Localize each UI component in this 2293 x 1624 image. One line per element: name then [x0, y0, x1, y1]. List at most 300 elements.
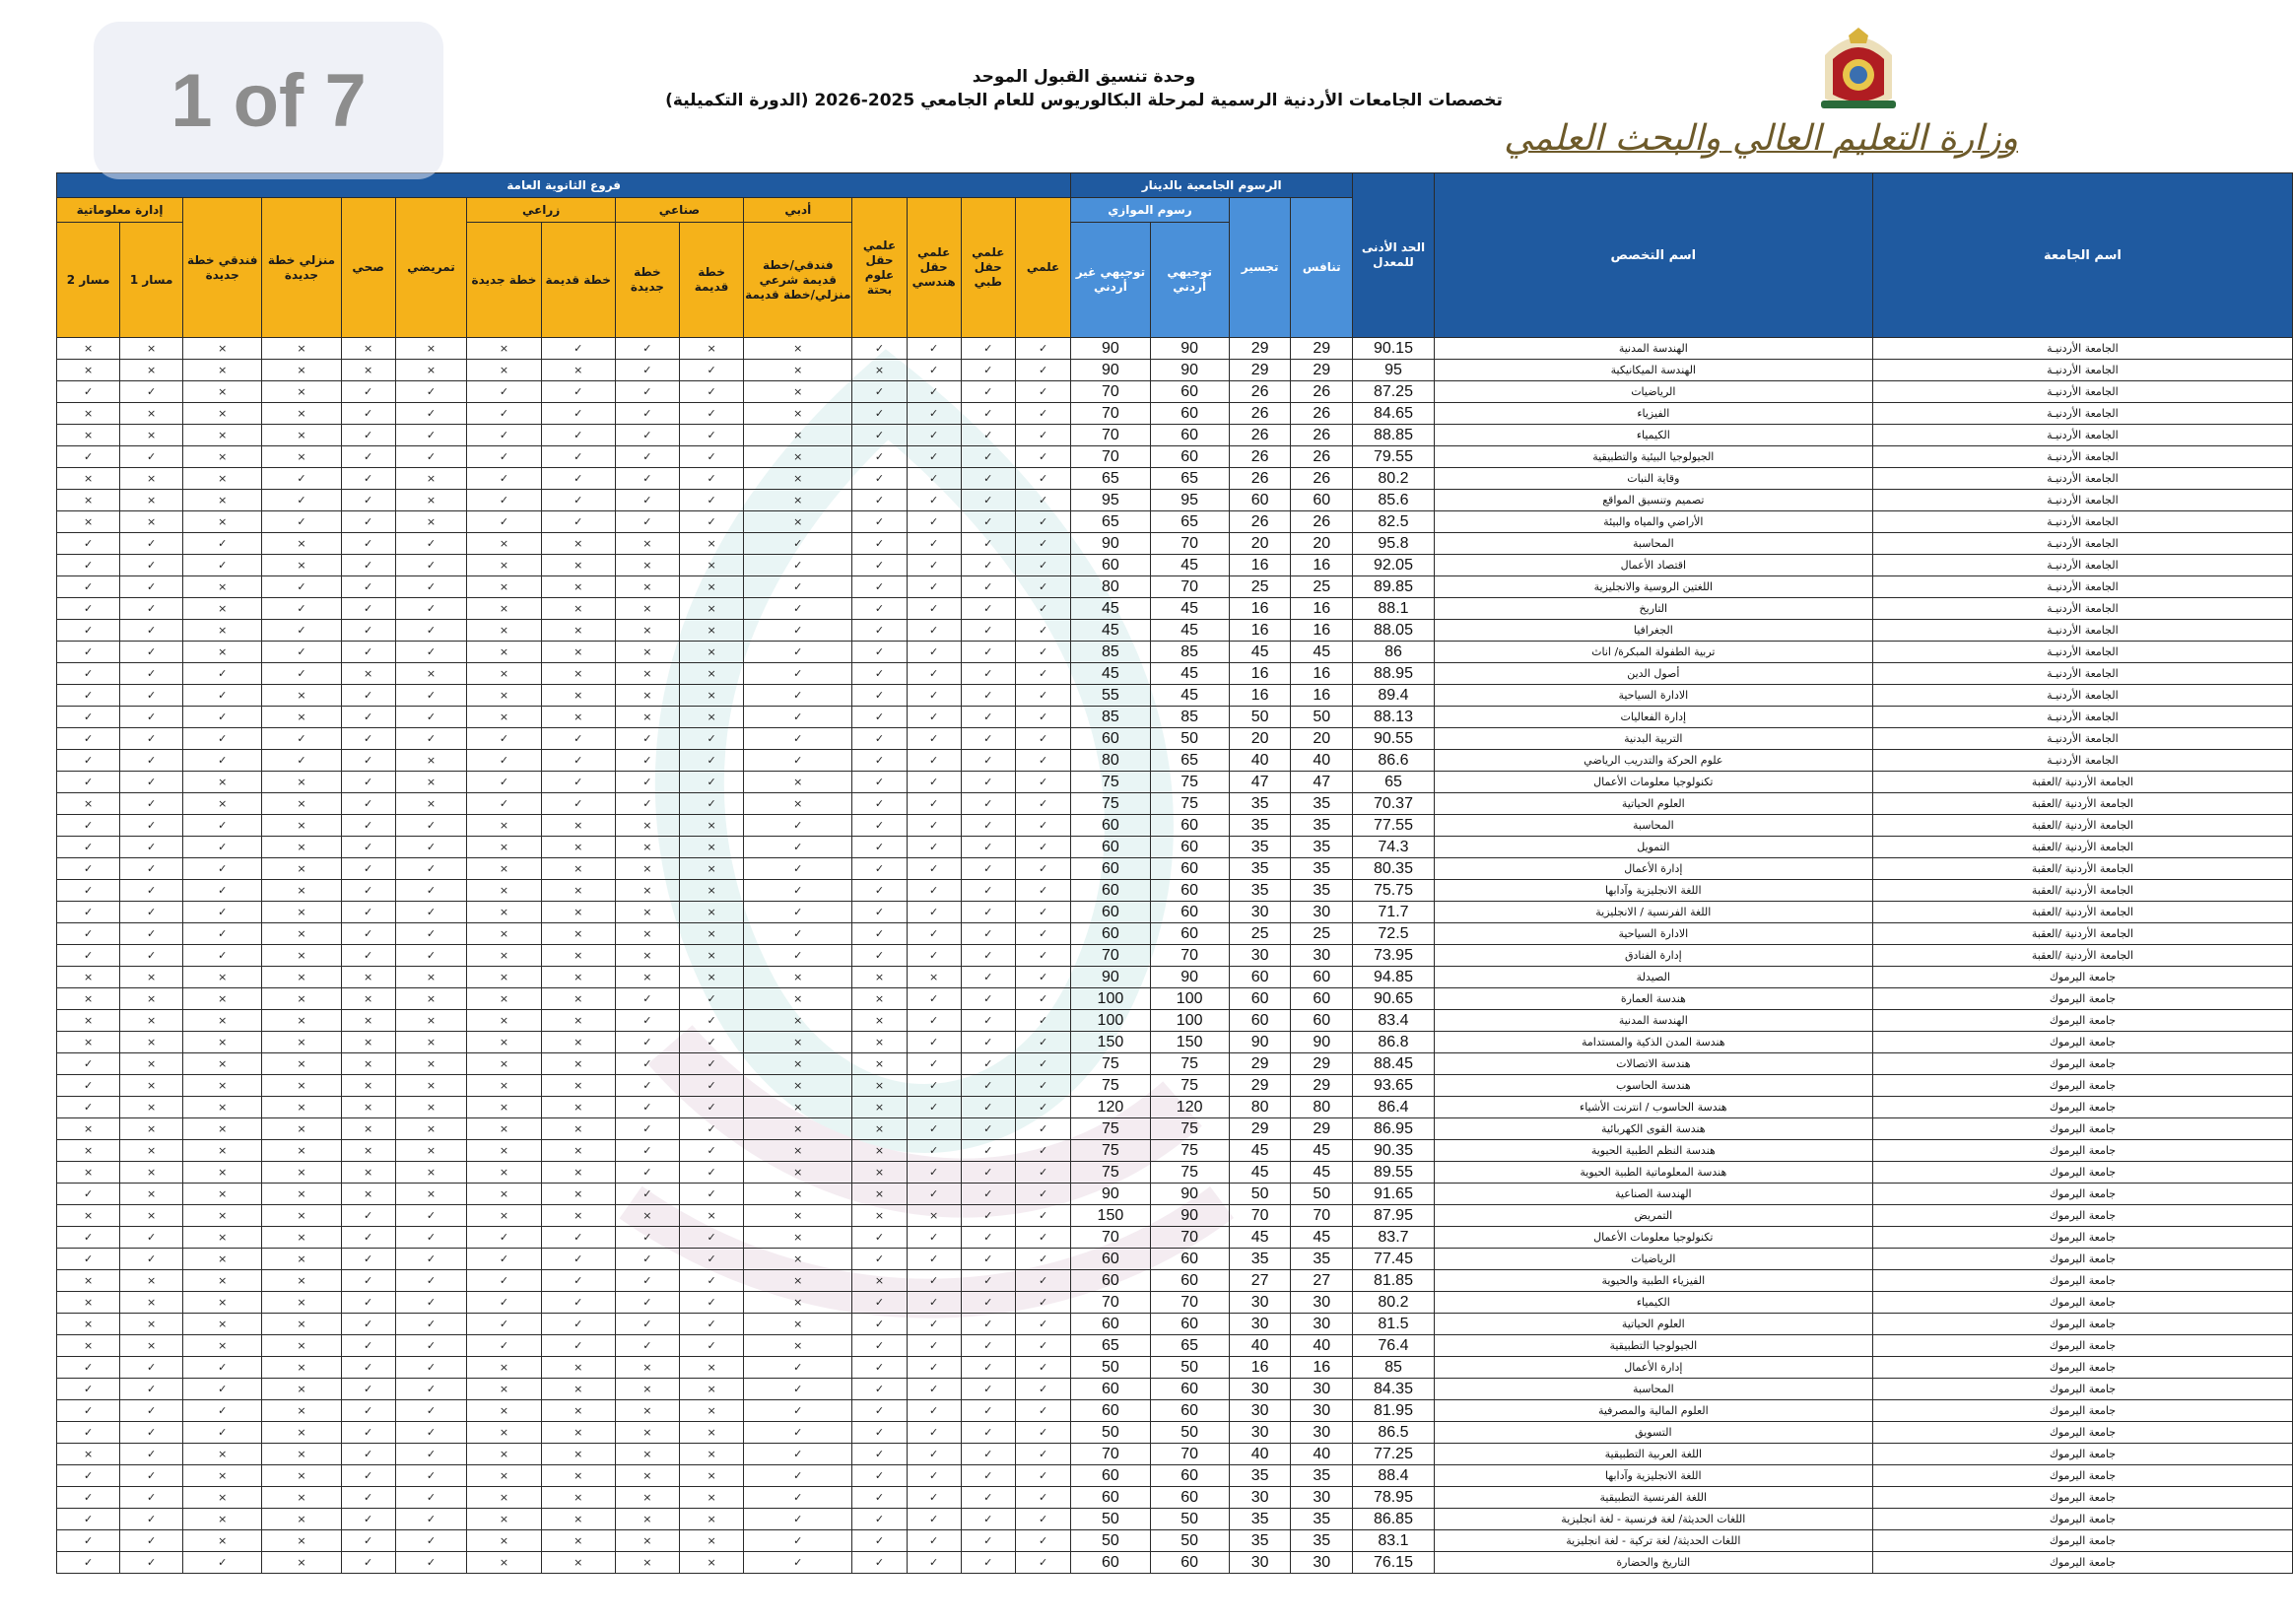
- eligibility-mark-cell: ×: [467, 1205, 541, 1227]
- eligibility-mark-cell: ×: [541, 598, 615, 620]
- eligibility-mark-cell: ×: [679, 880, 743, 902]
- eligibility-mark-cell: ×: [541, 945, 615, 967]
- eligibility-mark-cell: ✓: [744, 642, 852, 663]
- specialization-cell: المحاسبة: [1434, 1379, 1872, 1400]
- specialization-cell: هندسة المدن الذكية والمستدامة: [1434, 1032, 1872, 1053]
- eligibility-mark-cell: ✓: [907, 923, 961, 945]
- eligibility-mark-cell: ✓: [744, 576, 852, 598]
- min-average-cell: 88.1: [1353, 598, 1435, 620]
- eligibility-mark-cell: ✓: [467, 772, 541, 793]
- eligibility-mark-cell: ×: [57, 1162, 120, 1184]
- specialization-cell: اللغة الفرنسية / الانجليزية: [1434, 902, 1872, 923]
- eligibility-mark-cell: ×: [615, 1205, 679, 1227]
- table-row: [57, 1379, 2293, 1400]
- eligibility-mark-cell: ✓: [120, 1249, 183, 1270]
- eligibility-mark-cell: ✓: [679, 1162, 743, 1184]
- eligibility-mark-cell: ×: [262, 555, 341, 576]
- eligibility-mark-cell: ×: [183, 1530, 262, 1552]
- eligibility-mark-cell: ×: [120, 1118, 183, 1140]
- eligibility-mark-cell: ×: [395, 663, 467, 685]
- table-row: [57, 1184, 2293, 1205]
- university-cell: جامعة اليرموك: [1872, 1292, 2292, 1314]
- eligibility-mark-cell: ✓: [961, 446, 1015, 468]
- specialization-cell: اللغة الفرنسية التطبيقية: [1434, 1487, 1872, 1509]
- eligibility-mark-cell: ×: [679, 1552, 743, 1574]
- min-average-cell: 83.7: [1353, 1227, 1435, 1249]
- bridging-fee-cell: 26: [1229, 403, 1291, 425]
- eligibility-mark-cell: ✓: [615, 1249, 679, 1270]
- table-row: [57, 576, 2293, 598]
- bridging-fee-cell: 70: [1229, 1205, 1291, 1227]
- eligibility-mark-cell: ×: [541, 533, 615, 555]
- eligibility-mark-cell: ✓: [1015, 1184, 1070, 1205]
- eligibility-mark-cell: ✓: [852, 381, 907, 403]
- bridging-fee-cell: 80: [1229, 1097, 1291, 1118]
- competitive-fee-cell: 30: [1291, 1292, 1353, 1314]
- eligibility-mark-cell: ✓: [120, 1422, 183, 1444]
- eligibility-mark-cell: ✓: [961, 620, 1015, 642]
- eligibility-mark-cell: ✓: [57, 728, 120, 750]
- eligibility-mark-cell: ×: [262, 1010, 341, 1032]
- university-cell: جامعة اليرموك: [1872, 1552, 2292, 1574]
- eligibility-mark-cell: ×: [467, 1379, 541, 1400]
- parallel-non-jordanian-fee-cell: 70: [1071, 446, 1150, 468]
- eligibility-mark-cell: ✓: [57, 1530, 120, 1552]
- eligibility-mark-cell: ✓: [1015, 1509, 1070, 1530]
- eligibility-mark-cell: ✓: [467, 468, 541, 490]
- col-header-track-2: مسار 2: [57, 223, 120, 338]
- eligibility-mark-cell: ×: [341, 967, 395, 988]
- eligibility-mark-cell: ×: [541, 1379, 615, 1400]
- competitive-fee-cell: 25: [1291, 923, 1353, 945]
- specialization-cell: الجيولوجيا التطبيقية: [1434, 1335, 1872, 1357]
- eligibility-mark-cell: ✓: [57, 902, 120, 923]
- parallel-non-jordanian-fee-cell: 60: [1071, 1465, 1150, 1487]
- min-average-cell: 85.6: [1353, 490, 1435, 511]
- eligibility-mark-cell: ×: [262, 1162, 341, 1184]
- eligibility-mark-cell: ✓: [1015, 1292, 1070, 1314]
- eligibility-mark-cell: ×: [341, 338, 395, 360]
- table-row: [57, 945, 2293, 967]
- eligibility-mark-cell: ✓: [120, 1530, 183, 1552]
- university-cell: جامعة اليرموك: [1872, 1335, 2292, 1357]
- eligibility-mark-cell: ✓: [744, 815, 852, 837]
- eligibility-mark-cell: ×: [262, 1400, 341, 1422]
- parallel-non-jordanian-fee-cell: 75: [1071, 1140, 1150, 1162]
- eligibility-mark-cell: ✓: [541, 381, 615, 403]
- eligibility-mark-cell: ✓: [341, 1357, 395, 1379]
- min-average-cell: 86.6: [1353, 750, 1435, 772]
- university-cell: الجامعة الأردنيـة: [1872, 750, 2292, 772]
- eligibility-mark-cell: ×: [467, 1010, 541, 1032]
- eligibility-mark-cell: ✓: [852, 1530, 907, 1552]
- eligibility-mark-cell: ×: [744, 1270, 852, 1292]
- university-cell: جامعة اليرموك: [1872, 1010, 2292, 1032]
- eligibility-mark-cell: ×: [262, 1314, 341, 1335]
- ministry-logo-text: وزارة التعليم العالي والبحث العلمي: [1504, 118, 2018, 159]
- eligibility-mark-cell: ×: [541, 923, 615, 945]
- parallel-non-jordanian-fee-cell: 60: [1071, 728, 1150, 750]
- eligibility-mark-cell: ✓: [395, 858, 467, 880]
- table-row: [57, 1097, 2293, 1118]
- eligibility-mark-cell: ×: [57, 403, 120, 425]
- eligibility-mark-cell: ×: [541, 1422, 615, 1444]
- parallel-non-jordanian-fee-cell: 60: [1071, 1270, 1150, 1292]
- parallel-non-jordanian-fee-cell: 60: [1071, 1314, 1150, 1335]
- eligibility-mark-cell: ✓: [961, 490, 1015, 511]
- eligibility-mark-cell: ✓: [395, 815, 467, 837]
- eligibility-mark-cell: ×: [679, 1422, 743, 1444]
- eligibility-mark-cell: ✓: [1015, 1335, 1070, 1357]
- eligibility-mark-cell: ✓: [57, 1487, 120, 1509]
- bridging-fee-cell: 50: [1229, 1184, 1291, 1205]
- eligibility-mark-cell: ✓: [615, 1053, 679, 1075]
- eligibility-mark-cell: ✓: [907, 1010, 961, 1032]
- eligibility-mark-cell: ✓: [57, 381, 120, 403]
- eligibility-mark-cell: ×: [341, 1162, 395, 1184]
- eligibility-mark-cell: ✓: [615, 1118, 679, 1140]
- eligibility-mark-cell: ✓: [341, 1227, 395, 1249]
- min-average-cell: 95: [1353, 360, 1435, 381]
- competitive-fee-cell: 25: [1291, 576, 1353, 598]
- eligibility-mark-cell: ×: [852, 1075, 907, 1097]
- eligibility-mark-cell: ×: [679, 685, 743, 707]
- eligibility-mark-cell: ✓: [1015, 1227, 1070, 1249]
- eligibility-mark-cell: ✓: [341, 1270, 395, 1292]
- col-header-literary-sub: فندقي/خطة قديمة شرعي منزلي/خطة قديمة: [744, 223, 852, 338]
- university-cell: الجامعة الأردنيـة: [1872, 663, 2292, 685]
- parallel-jordanian-fee-cell: 100: [1150, 988, 1229, 1010]
- eligibility-mark-cell: ✓: [57, 1379, 120, 1400]
- eligibility-mark-cell: ✓: [1015, 642, 1070, 663]
- min-average-cell: 84.65: [1353, 403, 1435, 425]
- eligibility-mark-cell: ✓: [744, 555, 852, 576]
- university-cell: جامعة اليرموك: [1872, 1053, 2292, 1075]
- university-cell: الجامعة الأردنية /العقبة: [1872, 793, 2292, 815]
- eligibility-mark-cell: ✓: [120, 555, 183, 576]
- bridging-fee-cell: 35: [1229, 880, 1291, 902]
- eligibility-mark-cell: ✓: [120, 381, 183, 403]
- eligibility-mark-cell: ✓: [120, 750, 183, 772]
- table-row: [57, 1335, 2293, 1357]
- eligibility-mark-cell: ×: [183, 1227, 262, 1249]
- eligibility-mark-cell: ×: [262, 945, 341, 967]
- eligibility-mark-cell: ×: [57, 967, 120, 988]
- parallel-jordanian-fee-cell: 60: [1150, 425, 1229, 446]
- competitive-fee-cell: 16: [1291, 685, 1353, 707]
- min-average-cell: 88.95: [1353, 663, 1435, 685]
- table-row: [57, 1314, 2293, 1335]
- eligibility-mark-cell: ×: [183, 967, 262, 988]
- eligibility-mark-cell: ✓: [961, 945, 1015, 967]
- eligibility-mark-cell: ×: [262, 880, 341, 902]
- specialization-cell: أصول الدين: [1434, 663, 1872, 685]
- eligibility-mark-cell: ✓: [120, 923, 183, 945]
- parallel-non-jordanian-fee-cell: 150: [1071, 1205, 1150, 1227]
- eligibility-mark-cell: ✓: [57, 1053, 120, 1075]
- university-cell: جامعة اليرموك: [1872, 1314, 2292, 1335]
- eligibility-mark-cell: ✓: [57, 642, 120, 663]
- table-row: [57, 338, 2293, 360]
- eligibility-mark-cell: ×: [744, 1205, 852, 1227]
- eligibility-mark-cell: ✓: [57, 1400, 120, 1422]
- parallel-non-jordanian-fee-cell: 150: [1071, 1032, 1150, 1053]
- eligibility-mark-cell: ×: [467, 1530, 541, 1552]
- eligibility-mark-cell: ×: [341, 1140, 395, 1162]
- eligibility-mark-cell: ✓: [852, 1465, 907, 1487]
- eligibility-mark-cell: ×: [183, 1292, 262, 1314]
- eligibility-mark-cell: ✓: [395, 533, 467, 555]
- eligibility-mark-cell: ✓: [395, 880, 467, 902]
- eligibility-mark-cell: ×: [615, 1400, 679, 1422]
- eligibility-mark-cell: ✓: [183, 555, 262, 576]
- eligibility-mark-cell: ×: [744, 338, 852, 360]
- col-header-specialization: اسم التخصص: [1434, 173, 1872, 338]
- eligibility-mark-cell: ✓: [907, 858, 961, 880]
- eligibility-mark-cell: ×: [395, 1140, 467, 1162]
- eligibility-mark-cell: ×: [341, 1010, 395, 1032]
- eligibility-mark-cell: ×: [57, 490, 120, 511]
- eligibility-mark-cell: ×: [57, 1335, 120, 1357]
- bridging-fee-cell: 60: [1229, 490, 1291, 511]
- eligibility-mark-cell: ✓: [907, 425, 961, 446]
- eligibility-mark-cell: ✓: [615, 1075, 679, 1097]
- eligibility-mark-cell: ✓: [183, 1400, 262, 1422]
- eligibility-mark-cell: ×: [467, 923, 541, 945]
- parallel-jordanian-fee-cell: 45: [1150, 685, 1229, 707]
- parallel-jordanian-fee-cell: 60: [1150, 1249, 1229, 1270]
- eligibility-mark-cell: ×: [744, 1097, 852, 1118]
- eligibility-mark-cell: ×: [852, 1032, 907, 1053]
- eligibility-mark-cell: ✓: [341, 858, 395, 880]
- competitive-fee-cell: 60: [1291, 1010, 1353, 1032]
- eligibility-mark-cell: ×: [183, 1053, 262, 1075]
- eligibility-mark-cell: ✓: [1015, 945, 1070, 967]
- eligibility-mark-cell: ✓: [541, 1292, 615, 1314]
- eligibility-mark-cell: ×: [395, 1097, 467, 1118]
- eligibility-mark-cell: ✓: [1015, 1270, 1070, 1292]
- university-cell: جامعة اليرموك: [1872, 1465, 2292, 1487]
- eligibility-mark-cell: ✓: [907, 490, 961, 511]
- eligibility-mark-cell: ×: [57, 1118, 120, 1140]
- min-average-cell: 80.2: [1353, 468, 1435, 490]
- eligibility-mark-cell: ×: [679, 1205, 743, 1227]
- parallel-jordanian-fee-cell: 65: [1150, 468, 1229, 490]
- parallel-jordanian-fee-cell: 65: [1150, 511, 1229, 533]
- eligibility-mark-cell: ✓: [907, 1335, 961, 1357]
- eligibility-mark-cell: ✓: [744, 1379, 852, 1400]
- eligibility-mark-cell: ✓: [907, 598, 961, 620]
- eligibility-mark-cell: ✓: [615, 403, 679, 425]
- university-cell: جامعة اليرموك: [1872, 1422, 2292, 1444]
- university-cell: الجامعة الأردنية /العقبة: [1872, 902, 2292, 923]
- eligibility-mark-cell: ×: [341, 1032, 395, 1053]
- col-header-tawjihi-non-jordanian: توجيهي غير أردني: [1071, 223, 1150, 338]
- eligibility-mark-cell: ✓: [961, 772, 1015, 793]
- eligibility-mark-cell: ✓: [120, 728, 183, 750]
- parallel-jordanian-fee-cell: 70: [1150, 533, 1229, 555]
- eligibility-mark-cell: ✓: [395, 1292, 467, 1314]
- bridging-fee-cell: 25: [1229, 923, 1291, 945]
- specialization-cell: هندسة الحاسوب: [1434, 1075, 1872, 1097]
- eligibility-mark-cell: ✓: [395, 1379, 467, 1400]
- eligibility-mark-cell: ✓: [744, 663, 852, 685]
- eligibility-mark-cell: ✓: [1015, 620, 1070, 642]
- eligibility-mark-cell: ×: [541, 360, 615, 381]
- eligibility-mark-cell: ✓: [1015, 1444, 1070, 1465]
- eligibility-mark-cell: ×: [120, 1335, 183, 1357]
- specialization-cell: التمويل: [1434, 837, 1872, 858]
- eligibility-mark-cell: ✓: [961, 837, 1015, 858]
- eligibility-mark-cell: ✓: [679, 381, 743, 403]
- eligibility-mark-cell: ✓: [744, 1444, 852, 1465]
- eligibility-mark-cell: ×: [262, 793, 341, 815]
- eligibility-mark-cell: ×: [262, 685, 341, 707]
- eligibility-mark-cell: ×: [262, 923, 341, 945]
- parallel-non-jordanian-fee-cell: 65: [1071, 1335, 1150, 1357]
- eligibility-mark-cell: ×: [57, 338, 120, 360]
- eligibility-mark-cell: ×: [183, 360, 262, 381]
- eligibility-mark-cell: ×: [120, 468, 183, 490]
- eligibility-mark-cell: ×: [541, 707, 615, 728]
- competitive-fee-cell: 60: [1291, 490, 1353, 511]
- eligibility-mark-cell: ✓: [1015, 967, 1070, 988]
- competitive-fee-cell: 16: [1291, 663, 1353, 685]
- eligibility-mark-cell: ✓: [467, 793, 541, 815]
- parallel-jordanian-fee-cell: 60: [1150, 1465, 1229, 1487]
- eligibility-mark-cell: ✓: [679, 1314, 743, 1335]
- eligibility-mark-cell: ✓: [262, 663, 341, 685]
- eligibility-mark-cell: ✓: [262, 576, 341, 598]
- eligibility-mark-cell: ×: [744, 1314, 852, 1335]
- eligibility-mark-cell: ✓: [120, 707, 183, 728]
- eligibility-mark-cell: ✓: [120, 1227, 183, 1249]
- eligibility-mark-cell: ×: [467, 1552, 541, 1574]
- eligibility-mark-cell: ✓: [341, 815, 395, 837]
- eligibility-mark-cell: ×: [744, 1292, 852, 1314]
- parallel-jordanian-fee-cell: 70: [1150, 1292, 1229, 1314]
- eligibility-mark-cell: ✓: [467, 381, 541, 403]
- eligibility-mark-cell: ×: [541, 1140, 615, 1162]
- eligibility-mark-cell: ✓: [120, 1487, 183, 1509]
- eligibility-mark-cell: ×: [852, 1097, 907, 1118]
- col-header-hotel-new: فندقي خطة جديدة: [183, 198, 262, 338]
- eligibility-mark-cell: ✓: [467, 425, 541, 446]
- min-average-cell: 83.1: [1353, 1530, 1435, 1552]
- eligibility-mark-cell: ×: [262, 1249, 341, 1270]
- table-row: [57, 1032, 2293, 1053]
- parallel-non-jordanian-fee-cell: 60: [1071, 555, 1150, 576]
- competitive-fee-cell: 45: [1291, 1140, 1353, 1162]
- eligibility-mark-cell: ✓: [395, 642, 467, 663]
- eligibility-mark-cell: ✓: [1015, 923, 1070, 945]
- eligibility-mark-cell: ✓: [679, 468, 743, 490]
- parallel-non-jordanian-fee-cell: 50: [1071, 1530, 1150, 1552]
- competitive-fee-cell: 27: [1291, 1270, 1353, 1292]
- specialization-cell: العلوم المالية والمصرفية: [1434, 1400, 1872, 1422]
- university-cell: الجامعة الأردنية /العقبة: [1872, 772, 2292, 793]
- min-average-cell: 74.3: [1353, 837, 1435, 858]
- parallel-jordanian-fee-cell: 90: [1150, 338, 1229, 360]
- bridging-fee-cell: 45: [1229, 1140, 1291, 1162]
- eligibility-mark-cell: ✓: [120, 902, 183, 923]
- eligibility-mark-cell: ×: [615, 1552, 679, 1574]
- bridging-fee-cell: 16: [1229, 555, 1291, 576]
- eligibility-mark-cell: ✓: [961, 728, 1015, 750]
- parallel-jordanian-fee-cell: 75: [1150, 1053, 1229, 1075]
- col-header-sci-medical: علمي حقل طبي: [961, 198, 1015, 338]
- min-average-cell: 89.55: [1353, 1162, 1435, 1184]
- eligibility-mark-cell: ✓: [679, 1097, 743, 1118]
- eligibility-mark-cell: ✓: [1015, 598, 1070, 620]
- competitive-fee-cell: 45: [1291, 1227, 1353, 1249]
- eligibility-mark-cell: ✓: [907, 902, 961, 923]
- eligibility-mark-cell: ×: [262, 858, 341, 880]
- eligibility-mark-cell: ✓: [852, 707, 907, 728]
- eligibility-mark-cell: ✓: [679, 446, 743, 468]
- competitive-fee-cell: 26: [1291, 468, 1353, 490]
- eligibility-mark-cell: ✓: [961, 1097, 1015, 1118]
- eligibility-mark-cell: ×: [395, 1032, 467, 1053]
- parallel-non-jordanian-fee-cell: 75: [1071, 1053, 1150, 1075]
- eligibility-mark-cell: ✓: [395, 1249, 467, 1270]
- parallel-non-jordanian-fee-cell: 60: [1071, 923, 1150, 945]
- university-cell: جامعة اليرموك: [1872, 1075, 2292, 1097]
- eligibility-mark-cell: ×: [262, 707, 341, 728]
- parallel-jordanian-fee-cell: 60: [1150, 1314, 1229, 1335]
- eligibility-mark-cell: ✓: [852, 642, 907, 663]
- eligibility-mark-cell: ×: [262, 988, 341, 1010]
- competitive-fee-cell: 30: [1291, 1379, 1353, 1400]
- eligibility-mark-cell: ✓: [961, 1400, 1015, 1422]
- bridging-fee-cell: 35: [1229, 1530, 1291, 1552]
- specialization-cell: اللغتين الروسية والانجليزية: [1434, 576, 1872, 598]
- col-group-info-mgmt: إدارة معلوماتية: [57, 198, 183, 223]
- eligibility-mark-cell: ✓: [961, 1552, 1015, 1574]
- specialization-cell: العلوم الحياتية: [1434, 1314, 1872, 1335]
- university-cell: جامعة اليرموك: [1872, 1487, 2292, 1509]
- eligibility-mark-cell: ×: [615, 1530, 679, 1552]
- eligibility-mark-cell: ×: [467, 815, 541, 837]
- eligibility-mark-cell: ×: [120, 1075, 183, 1097]
- parallel-jordanian-fee-cell: 70: [1150, 576, 1229, 598]
- parallel-jordanian-fee-cell: 75: [1150, 772, 1229, 793]
- eligibility-mark-cell: ×: [541, 1552, 615, 1574]
- parallel-non-jordanian-fee-cell: 60: [1071, 1379, 1150, 1400]
- bridging-fee-cell: 45: [1229, 642, 1291, 663]
- eligibility-mark-cell: ✓: [1015, 425, 1070, 446]
- parallel-non-jordanian-fee-cell: 70: [1071, 945, 1150, 967]
- eligibility-mark-cell: ✓: [615, 793, 679, 815]
- parallel-jordanian-fee-cell: 60: [1150, 858, 1229, 880]
- parallel-non-jordanian-fee-cell: 65: [1071, 511, 1150, 533]
- table-row: [57, 598, 2293, 620]
- eligibility-mark-cell: ✓: [907, 1184, 961, 1205]
- min-average-cell: 88.13: [1353, 707, 1435, 728]
- university-cell: جامعة اليرموك: [1872, 1227, 2292, 1249]
- bridging-fee-cell: 30: [1229, 945, 1291, 967]
- eligibility-mark-cell: ×: [262, 1292, 341, 1314]
- eligibility-mark-cell: ✓: [961, 793, 1015, 815]
- table-row: [57, 772, 2293, 793]
- eligibility-mark-cell: ✓: [961, 468, 1015, 490]
- eligibility-mark-cell: ✓: [120, 576, 183, 598]
- parallel-jordanian-fee-cell: 60: [1150, 880, 1229, 902]
- eligibility-mark-cell: ×: [183, 1509, 262, 1530]
- competitive-fee-cell: 30: [1291, 945, 1353, 967]
- eligibility-mark-cell: ×: [395, 1053, 467, 1075]
- specialization-cell: إدارة الأعمال: [1434, 1357, 1872, 1379]
